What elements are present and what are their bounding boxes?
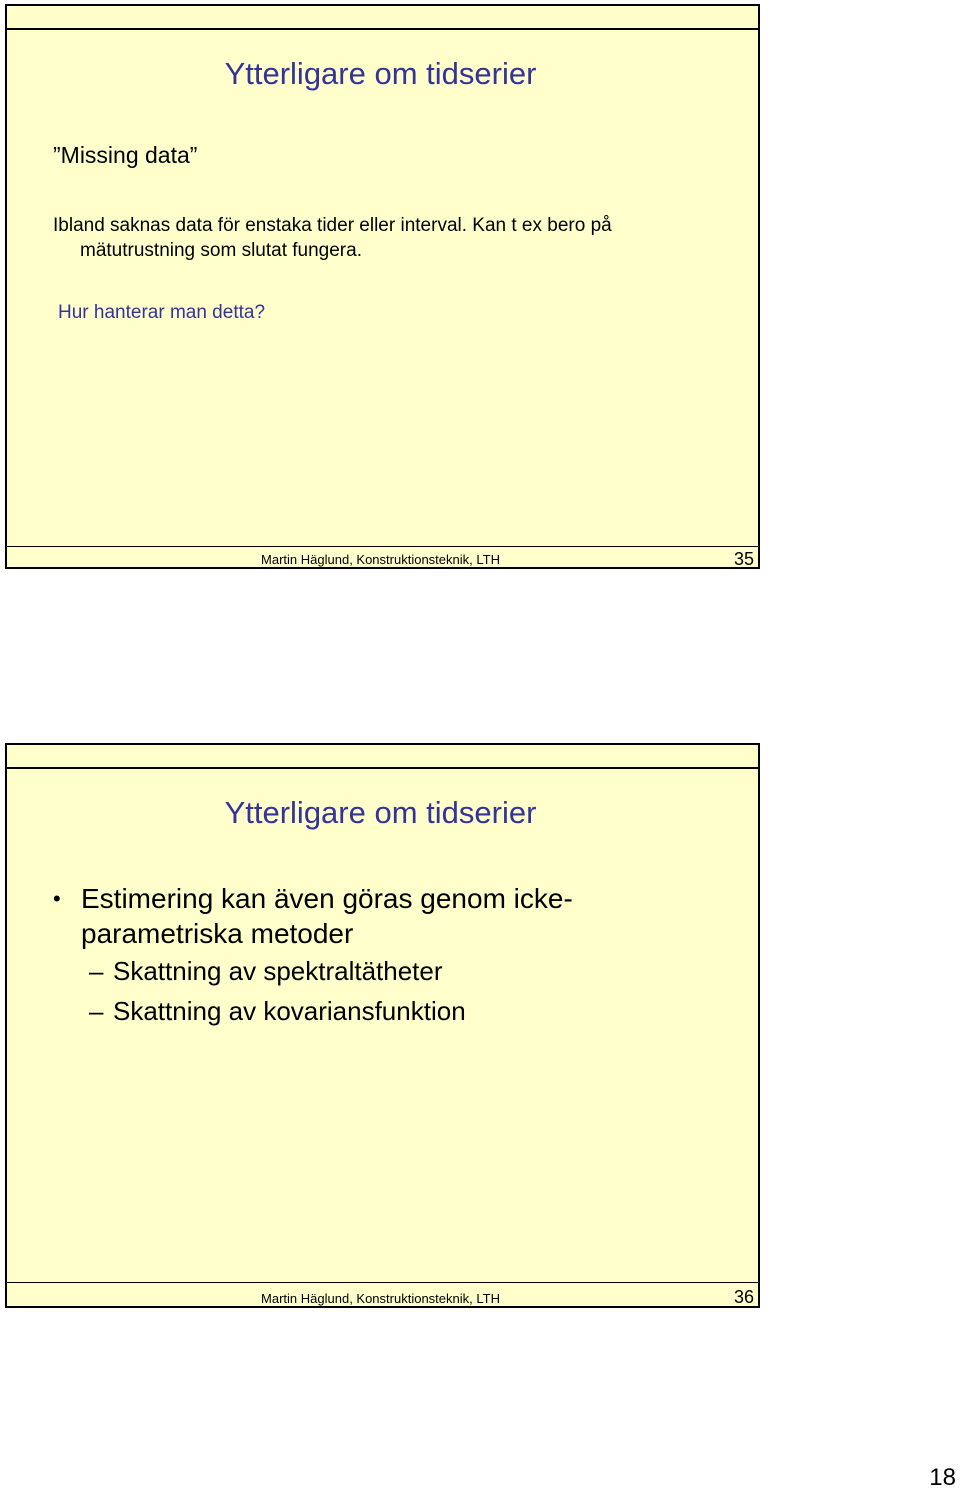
sub-item-text: Skattning av kovariansfunktion: [113, 996, 466, 1026]
slide-35: [5, 4, 760, 569]
slide-title: Ytterligare om tidserier: [224, 795, 537, 830]
slide-header-bar: [7, 745, 758, 769]
sub-item: [53, 951, 733, 991]
sub-item-marker: –: [89, 996, 104, 1026]
slide-page-number: 36: [733, 1287, 754, 1307]
bullet-text-line-1: Estimering kan även göras genom icke-: [81, 883, 573, 914]
slide-title: Ytterligare om tidserier: [224, 56, 537, 91]
bullet-text-line-2: parametriska metoder: [81, 918, 354, 949]
footer-divider: [7, 546, 758, 547]
slide-36: [5, 743, 760, 1308]
handling-question: Hur hanterar man detta?: [58, 302, 266, 323]
bullet-list: [53, 881, 733, 1031]
missing-data-heading: ”Missing data”: [53, 142, 198, 168]
slide-footer: Martin Häglund, Konstruktionsteknik, LTH: [261, 552, 500, 567]
footer-divider: [7, 1282, 758, 1283]
slide-footer: Martin Häglund, Konstruktionsteknik, LTH: [261, 1291, 500, 1306]
sub-item-text: Skattning av spektraltätheter: [113, 956, 443, 986]
bullet-marker: •: [53, 886, 61, 911]
sub-item: [53, 991, 733, 1031]
bullet-item: [53, 881, 733, 951]
slide-page-number: 35: [733, 549, 754, 569]
missing-data-paragraph: Ibland saknas data för enstaka tider eller interval. Kan t ex bero på mätutrustning som slutat fungera.: [53, 215, 612, 261]
sheet-page-number: 18: [929, 1464, 956, 1491]
slide-header-bar: [7, 6, 758, 30]
sub-item-marker: –: [89, 956, 104, 986]
